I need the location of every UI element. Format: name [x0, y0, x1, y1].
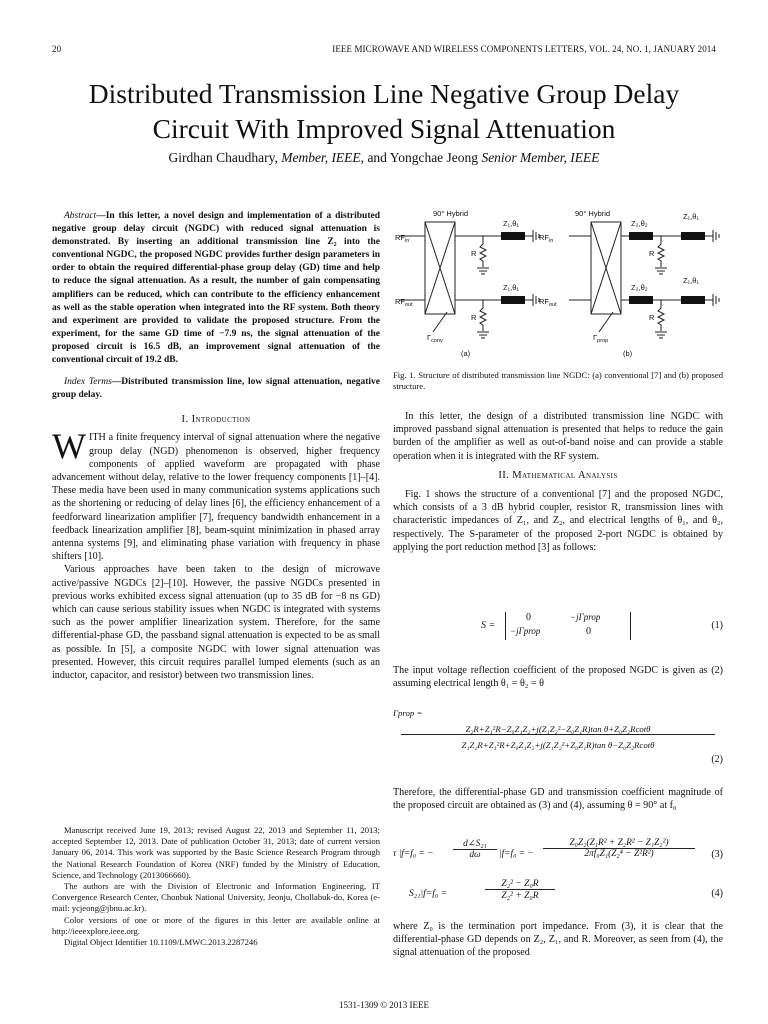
- author-line: [30, 150, 738, 166]
- subfig-b-label: (b): [623, 349, 633, 358]
- equation-1: [393, 612, 723, 642]
- eq1-r2c1: −jΓprop: [510, 626, 541, 636]
- author-2: and Yongchae Jeong: [367, 150, 479, 165]
- eq1-number: (1): [711, 620, 723, 631]
- eq3-frac-bot: dω: [469, 850, 481, 860]
- right-paragraph-3: The input voltage reflection coefficient of the proposed NGDC is given as (2) assuming electrical length θ₁ = θ₂ = θ: [393, 665, 723, 690]
- eq4-top: Z₂² − Z₀R: [485, 878, 555, 890]
- circuit-diagram: [393, 204, 723, 366]
- eq4-number: (4): [711, 888, 723, 899]
- issn-footer: 1531-1309 © 2013 IEEE: [338, 1000, 430, 1010]
- rf-in-label-b: $RF_{in}$: [539, 233, 554, 244]
- right-column: [393, 410, 723, 554]
- paper-title: [30, 76, 738, 146]
- eq3-frac: [453, 838, 497, 860]
- subfig-a-label: (a): [461, 349, 471, 358]
- z1-label-a-top: Z₁,θ₁: [503, 219, 519, 228]
- eq1-r2c2: 0: [586, 626, 591, 637]
- tline-z1-b-bot: [681, 296, 705, 304]
- footnote-received: Manuscript received June 19, 2013; revised August 22, 2013 and September 11, 2013; accepted September 12, 2013. Date of publication October 31, 2013; date of current version January 06, 2014. This work was supported by the Basic Science Research Program through the National Research Foundation of Korea (NRF) funded by the Ministry of Education, Science, and Technology (2013066660).: [52, 825, 380, 880]
- equation-3: [393, 838, 723, 874]
- z1-label-b-bot: Z₁,θ₁: [683, 276, 699, 285]
- abstract-text: In this letter, a novel design and implementation of a distributed negative group delay circuit (NGDC) with reduced signal attenuation is demonstrated. By inserting an additional transmission line Z₂ into the conventional NGDC, the proposed NGDC provides further design parameters in order to obtain the required differential-phase group delay (GD) time and help to reduce the signal attenuation. As a result, the number of gain compensating amplifiers can be reduced, which can contribute to the efficiency enhancement as well as the stable operation when integrated into the RF system. Both theory and experiment are provided to validate the proposed structure. From the experiment, for the same GD time of −7.9 ns, the signal attenuation of the proposed circuit is 16.5 dB, an improvement signal attenuation of the conventional circuit of 19.2 dB.: [52, 211, 380, 366]
- eq1-r1c1: 0: [526, 612, 531, 623]
- tline-z1-b-top: [681, 232, 705, 240]
- rf-out-label-b: $RF_{out}$: [539, 297, 557, 308]
- eq3-mid: |f=f₀ = −: [499, 849, 534, 859]
- r-label-a-top: R: [471, 249, 477, 258]
- drop-cap: W: [52, 426, 86, 467]
- section-heading-analysis: II. Mathematical Analysis: [498, 469, 618, 481]
- eq4-fraction: [485, 878, 555, 901]
- r-label-a-bot: R: [471, 313, 477, 322]
- index-terms-label: Index Terms: [64, 377, 112, 388]
- footnote-affiliation: The authors are with the Division of Electronic and Information Engineering, IT Convergence Research Center, Chonbuk National University, Jeonju, Chollabuk-do, Korea (e-mail: ycjeong@jbnu.ac.kr).: [52, 881, 380, 914]
- eq2-lhs: Γprop =: [393, 708, 423, 718]
- page-number: 20: [52, 44, 62, 54]
- eq4-lhs: S₂₁|f=f₀ =: [409, 888, 448, 899]
- eq3-top: Z₀Z₂(Z₁R² + Z₂R² − Z₁Z₂²): [543, 838, 695, 849]
- eq3-fraction: [543, 838, 695, 859]
- left-column: [52, 210, 380, 682]
- title-line-2: Circuit With Improved Signal Attenuation: [152, 113, 616, 144]
- eq2-number: (2): [711, 754, 723, 765]
- intro-body: [52, 426, 380, 682]
- z2-label-b-top: Z₂,θ₂: [631, 219, 648, 228]
- running-header: IEEE MICROWAVE AND WIRELESS COMPONENTS LETTERS, VOL. 24, NO. 1, JANUARY 2014: [332, 44, 716, 54]
- right-paragraph-4: Therefore, the differential-phase GD and transmission coefficient magnitude of the proposed circuit are obtained as (3) and (4), assuming θ = 90° at f₀: [393, 787, 723, 812]
- figure-1: [393, 204, 723, 366]
- eq3-lhs: τ |f=f₀ = −: [393, 849, 434, 859]
- intro-paragraph-1: ITH a finite frequency interval of signal attenuation where the negative group delay (NGD) phenomenon is observed, higher frequency components of applied waveform are propagated with phase advancement without delay, relative to the lower frequency components [1]–[4]. These media have been used in many communication systems applications such as the shortening or reducing of delay lines [6], the efficiency enhancement of a feedforward linearization amplifier [7], frequency bandwidth enhancement in a feedback linearization amplifier [8], beam-squint minimization in phased array antenna systems [9], and eliminating phase variation with frequency in phase shifters [10].: [52, 432, 380, 563]
- title-line-1: Distributed Transmission Line Negative Group Delay: [88, 78, 680, 109]
- tline-z2-b-bot: [629, 296, 653, 304]
- author-1: Girdhan Chaudhary,: [168, 150, 278, 165]
- z1-label-b-top: Z₁,θ₁: [683, 212, 699, 221]
- abstract: [52, 210, 380, 367]
- index-terms: [52, 376, 380, 402]
- abstract-label: Abstract: [64, 211, 97, 221]
- right-paragraph-1: In this letter, the design of a distributed transmission line NGDC with improved passband signal attenuation is presented that helps to reduce the gain burden of the amplifier as well as out-of-band noise and can provide a stable operation when it is integrated with the RF system.: [393, 411, 723, 462]
- rf-in-label-a: $RF_{in}$: [395, 233, 410, 244]
- intro-paragraph-2: Various approaches have been taken to the design of microwave active/passive NGDCs [2]–[10]. However, the passive NGDCs presented in previous works exhibited excess signal attenuation (up to 35 dB for −8 ns GD) which can cause serious stability issues when NGDC is integrated with systems such as the power amplifier linearization system. Therefore, for the same differential-phase GD, the passband signal attenuation is expected to be as small as possible. In [5], a composite NGDC with lower signal attenuation was presented. However, this circuit requires parallel lumped elements (such as an inductor, capacitor, and resistor) between two transmission lines.: [52, 564, 380, 681]
- right-paragraph-2: Fig. 1 shows the structure of a conventional [7] and the proposed NGDC, which consists of a 3 dB hybrid coupler, resistor R, transmission lines with characteristic impedances of Z₁, and Z₂, and electrical lengths of θ₁, and θ₂, respectively. The S-parameter of the proposed 2-port NGDC is obtained by applying the port reduction method [3] as follows:: [393, 489, 723, 553]
- equation-4: [393, 878, 723, 912]
- z2-label-b-bot: Z₂,θ₂: [631, 283, 648, 292]
- tline-z1-a-top: [501, 232, 525, 240]
- rf-out-label-a: $RF_{out}$: [395, 297, 413, 308]
- footnote-color: Color versions of one or more of the figures in this letter are available online at http://ieeexplore.ieee.org.: [52, 914, 380, 936]
- eq4-bot: Z₂² + Z₀R: [501, 890, 539, 901]
- abstract-dash: —: [96, 211, 106, 221]
- r-label-b-top: R: [649, 249, 655, 258]
- eq3-number: (3): [711, 849, 723, 860]
- eq2-numerator: Z₂R+Z₁²R−Z₀Z₁Z₂+j(Z₁Z₂²−Z₀Z₁R)tan θ+Z₀Z₂Rcotθ: [401, 724, 715, 735]
- eq3-frac-top: d∠S₂₁: [453, 838, 497, 850]
- footnote-doi: Digital Object Identifier 10.1109/LMWC.2013.2287246: [64, 937, 258, 948]
- hybrid-label-b: 90° Hybrid: [575, 209, 611, 218]
- eq2-denominator: Z₁Z₂R+Z₁²R+Z₀Z₁Z₂+j(Z₁Z₂²+Z₀Z₁R)tan θ−Z₀Z₂Rcotθ: [461, 740, 655, 750]
- author-1-role: Member, IEEE,: [281, 150, 365, 165]
- tline-z2-b-top: [629, 232, 653, 240]
- figure-caption: Fig. 1. Structure of distributed transmission line NGDC: (a) conventional [7] and (b) proposed structure.: [393, 370, 723, 391]
- z1-label-a-bot: Z₁,θ₁: [503, 283, 519, 292]
- r-label-b-bot: R: [649, 313, 655, 322]
- eq1-r1c2: −jΓprop: [570, 612, 601, 622]
- author-2-role: Senior Member, IEEE: [481, 150, 600, 165]
- gamma-conv-label: $\Gamma_{conv}$: [427, 333, 443, 344]
- equation-2: [393, 708, 723, 764]
- tline-z1-a-bot: [501, 296, 525, 304]
- footnotes: [52, 825, 380, 948]
- section-heading-intro: I. Introduction: [181, 414, 251, 426]
- right-paragraph-5: where Z₀ is the termination port impedance. From (3), it is clear that the differential-phase GD depends on Z₂, Z₁, and R. Moreover, as seen from (4), the signal attenuation of the proposed: [393, 921, 723, 959]
- index-terms-text: —Distributed transmission line, low signal attenuation, negative group delay.: [52, 377, 380, 401]
- eq1-matrix: [505, 612, 631, 640]
- gamma-prop-label: $\Gamma_{prop}$: [593, 333, 609, 344]
- hybrid-label-a: 90° Hybrid: [433, 209, 469, 218]
- eq3-bot: 2πf₀Z₁(Z₂⁴ − Z²R²): [584, 849, 654, 859]
- eq1-lhs: S =: [481, 620, 496, 631]
